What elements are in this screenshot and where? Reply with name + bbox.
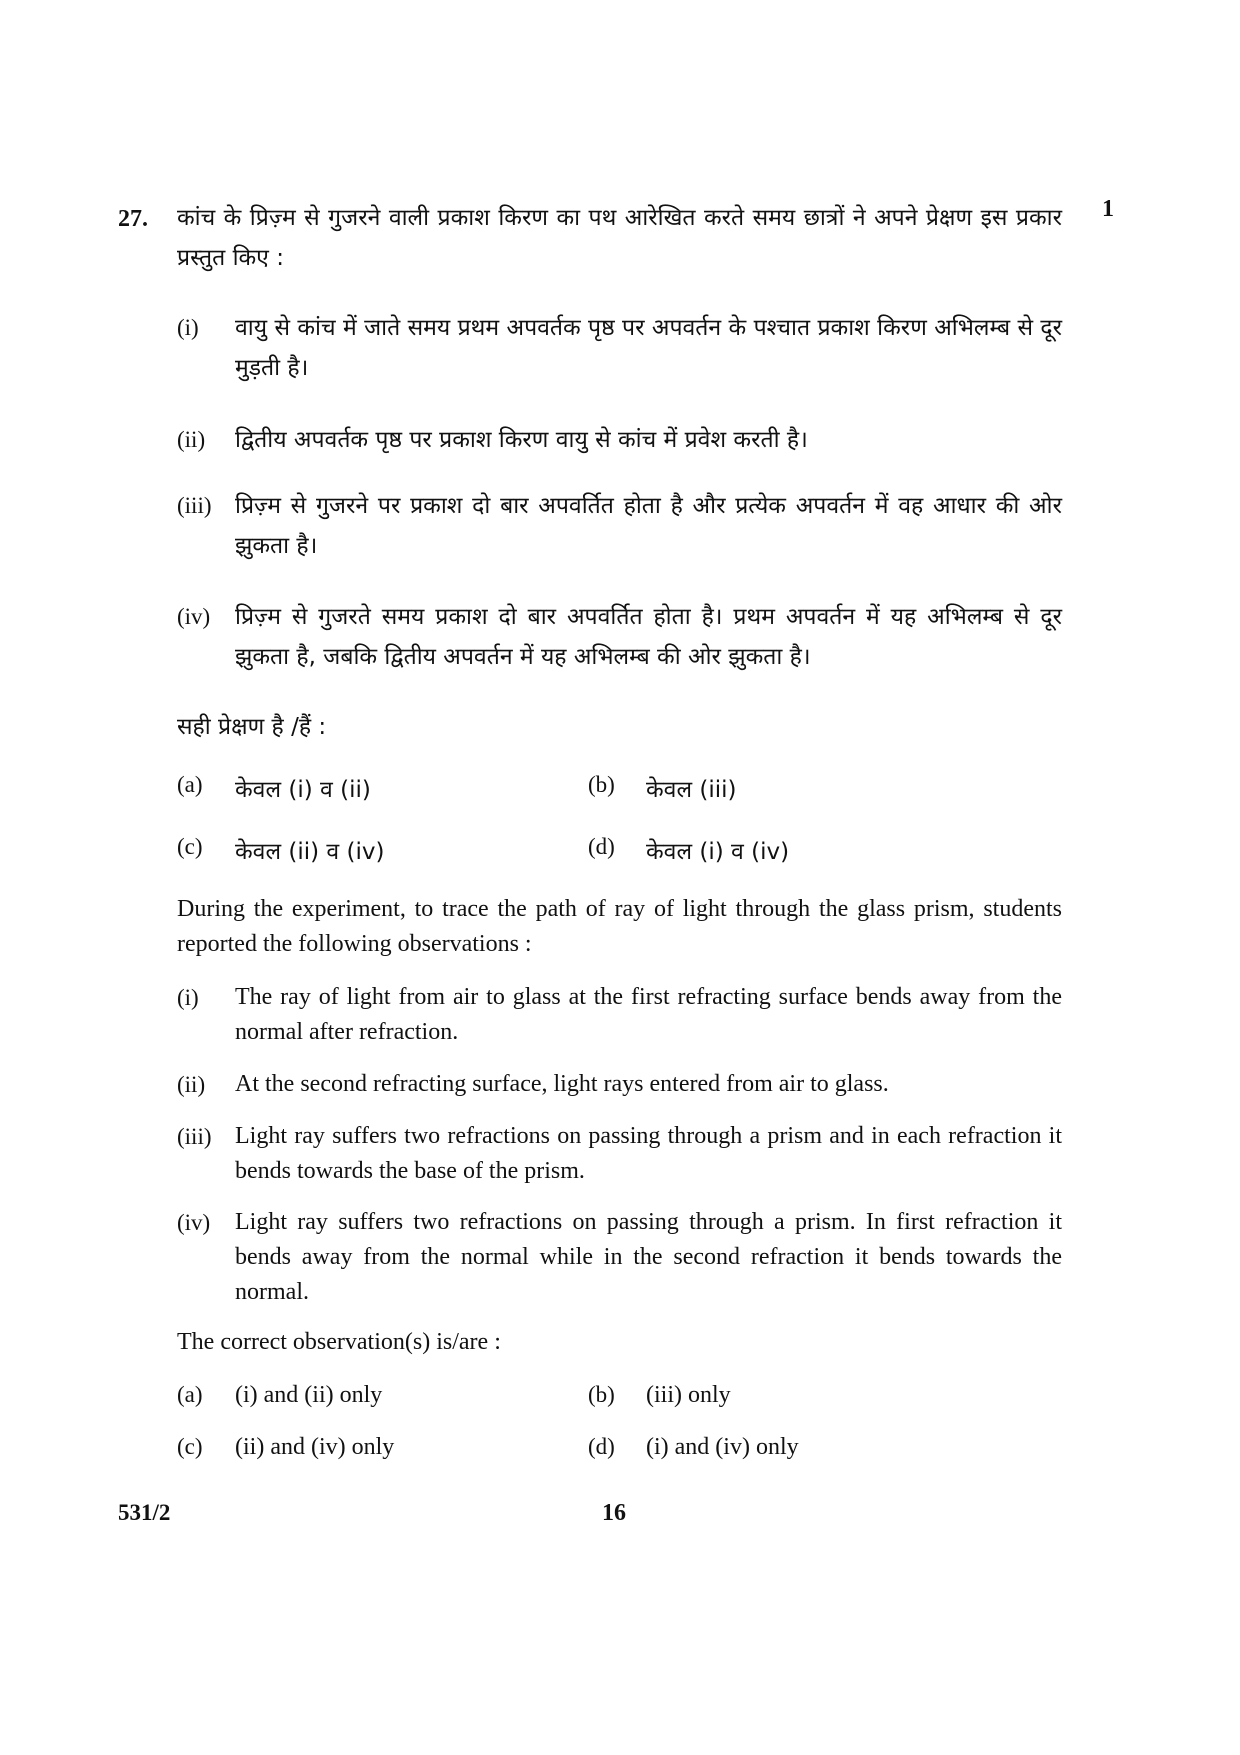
- option-text: केवल (iii): [646, 777, 737, 803]
- option-text: (ii) and (iv) only: [235, 1434, 395, 1460]
- option-label: (d): [588, 1434, 615, 1459]
- option-text: केवल (i) व (ii): [235, 777, 371, 803]
- statement-text: Light ray suffers two refractions on passing through a prism. In first refraction it bends away from the normal while in the second refraction it bends towards the normal.: [235, 1209, 1062, 1305]
- question-marks: 1: [1102, 196, 1114, 222]
- statement-text: प्रिज़्म से गुजरने पर प्रकाश दो बार अपवर्तित होता है और प्रत्येक अपवर्तन में वह आधार की ओर झुकता है।: [235, 493, 1062, 559]
- statement-label: (iii): [177, 493, 212, 518]
- statement-text: वायु से कांच में जाते समय प्रथम अपवर्तक पृष्ठ पर अपवर्तन के पश्चात प्रकाश किरण अभिलम्ब से दूर मुड़ती है।: [235, 315, 1062, 381]
- statement-text: द्वितीय अपवर्तक पृष्ठ पर प्रकाश किरण वायु से कांच में प्रवेश करती है।: [235, 427, 808, 453]
- statement-label: (i): [177, 315, 199, 340]
- option-label: (c): [177, 834, 203, 859]
- english-prompt: The correct observation(s) is/are :: [177, 1329, 501, 1355]
- option-text: (i) and (iv) only: [646, 1434, 799, 1460]
- statement-label: (ii): [177, 1072, 206, 1097]
- paper-code: 531/2: [118, 1500, 171, 1525]
- option-text: केवल (i) व (iv): [646, 839, 790, 865]
- english-statement-iv: [177, 1205, 1062, 1310]
- english-statement-iii: [177, 1119, 1062, 1189]
- statement-text: At the second refracting surface, light rays entered from air to glass.: [235, 1071, 889, 1097]
- hindi-statement-iii: [177, 486, 1062, 566]
- statement-text: प्रिज़्म से गुजरते समय प्रकाश दो बार अपवर्तित होता है। प्रथम अपवर्तन में यह अभिलम्ब से दूर झुकता है, जबकि द्वितीय अपवर्तन में यह अभिलम्ब की ओर झुकता है।: [235, 604, 1062, 670]
- statement-text: Light ray suffers two refractions on passing through a prism and in each refraction it bends towards the base of the prism.: [235, 1123, 1062, 1184]
- option-label: (c): [177, 1434, 203, 1459]
- option-text: (iii) only: [646, 1382, 731, 1408]
- hindi-statement-i: [177, 308, 1062, 388]
- statement-label: (iv): [177, 604, 211, 629]
- statement-label: (ii): [177, 427, 206, 452]
- option-text: केवल (ii) व (iv): [235, 839, 385, 865]
- statement-label: (iv): [177, 1210, 211, 1235]
- hindi-stem: कांच के प्रिज़्म से गुजरने वाली प्रकाश किरण का पथ आरेखित करते समय छात्रों ने अपने प्रेक्षण इस प्रकार प्रस्तुत किए :: [177, 205, 1062, 271]
- hindi-prompt: सही प्रेक्षण है /हैं :: [177, 714, 327, 740]
- english-stem: During the experiment, to trace the path of ray of light through the glass prism, students reported the following observations :: [177, 896, 1062, 957]
- english-statement-i: [177, 980, 1062, 1050]
- page-number: 16: [602, 1500, 626, 1526]
- hindi-statement-ii: [177, 420, 1062, 460]
- statement-text: The ray of light from air to glass at the first refracting surface bends away from the normal after refraction.: [235, 984, 1062, 1045]
- option-text: (i) and (ii) only: [235, 1382, 383, 1408]
- question-number: 27.: [118, 206, 148, 232]
- option-label: (b): [588, 772, 615, 797]
- option-label: (d): [588, 834, 615, 859]
- option-label: (b): [588, 1382, 615, 1407]
- statement-label: (iii): [177, 1124, 212, 1149]
- option-label: (a): [177, 772, 203, 797]
- statement-label: (i): [177, 985, 199, 1010]
- hindi-statement-iv: [177, 597, 1062, 677]
- english-statement-ii: [177, 1067, 1062, 1102]
- option-label: (a): [177, 1382, 203, 1407]
